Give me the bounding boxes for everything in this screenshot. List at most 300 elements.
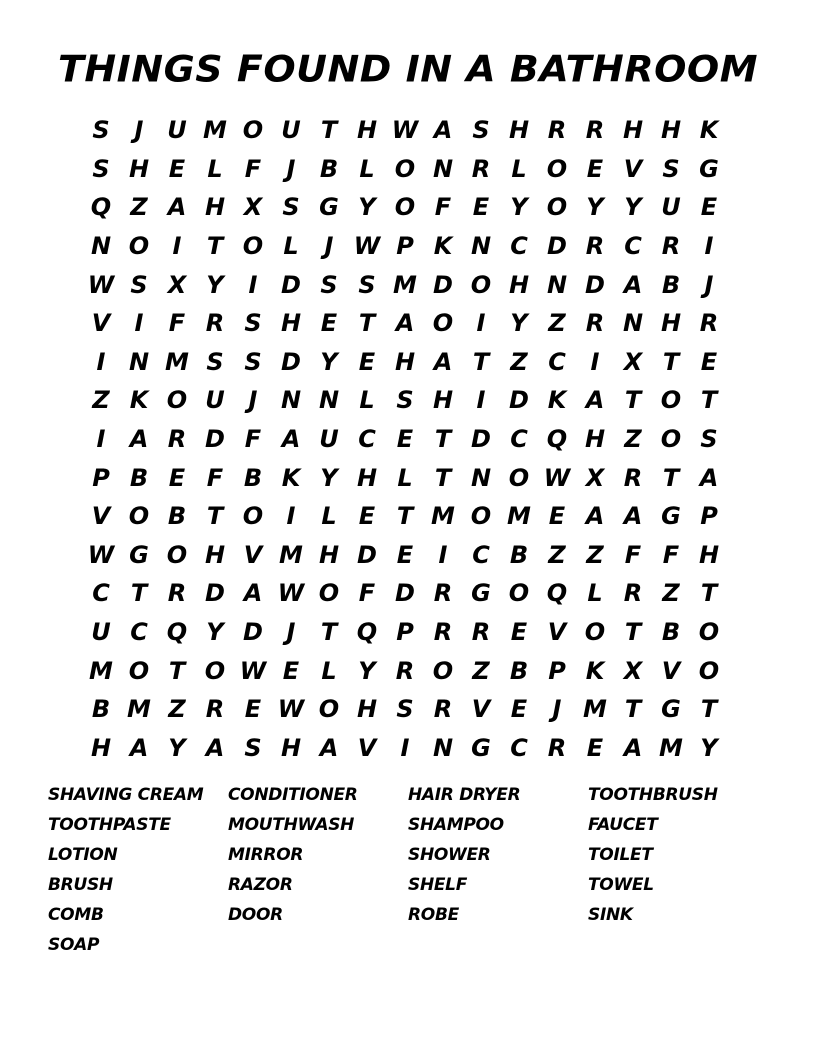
grid-letter: W — [277, 695, 305, 724]
grid-letter: Y — [586, 193, 604, 222]
grid-letter: T — [700, 386, 718, 415]
word-list-item: SHOWER — [408, 845, 491, 865]
grid-letter: T — [624, 695, 642, 724]
word-list-item: CONDITIONER — [228, 785, 358, 805]
grid-letter: U — [91, 618, 111, 647]
grid-letter: R — [585, 309, 605, 338]
grid-letter: H — [698, 540, 720, 569]
grid-letter: G — [471, 579, 491, 608]
grid-letter: D — [205, 425, 225, 454]
grid-letter: P — [700, 502, 718, 531]
grid-letter: Z — [92, 386, 110, 415]
word-list-item: HAIR DRYER — [408, 785, 521, 805]
grid-letter: U — [661, 193, 681, 222]
grid-letter: K — [699, 116, 719, 145]
grid-letter: E — [244, 695, 262, 724]
grid-letter: L — [207, 154, 223, 183]
grid-letter: E — [548, 502, 566, 531]
grid-letter: I — [248, 270, 258, 299]
grid-letter: Z — [510, 347, 528, 376]
grid-letter: B — [243, 463, 263, 492]
grid-letter: E — [700, 347, 718, 376]
grid-letter: A — [623, 733, 643, 762]
grid-letter: X — [623, 347, 643, 376]
grid-letter: H — [204, 193, 226, 222]
grid-letter: C — [510, 232, 528, 261]
grid-letter: O — [242, 232, 264, 261]
grid-letter: E — [586, 733, 604, 762]
grid-letter: H — [432, 386, 454, 415]
grid-letter: G — [319, 193, 339, 222]
grid-letter: R — [623, 579, 643, 608]
grid-letter: S — [244, 733, 262, 762]
grid-letter: W — [277, 579, 305, 608]
grid-letter: W — [543, 463, 571, 492]
word-list-item: FAUCET — [588, 815, 658, 835]
grid-letter: S — [358, 270, 376, 299]
grid-letter: E — [358, 502, 376, 531]
grid-letter: H — [280, 733, 302, 762]
grid-letter: E — [396, 540, 414, 569]
grid-letter: O — [508, 579, 530, 608]
grid-letter: E — [282, 656, 300, 685]
grid-letter: E — [320, 309, 338, 338]
grid-letter: L — [321, 502, 337, 531]
grid-letter: O — [128, 232, 150, 261]
grid-letter: R — [433, 618, 453, 647]
grid-letter: Z — [130, 193, 148, 222]
grid-letter: R — [433, 695, 453, 724]
grid-letter: T — [320, 618, 338, 647]
grid-letter: F — [244, 425, 262, 454]
letter-grid — [82, 111, 728, 767]
grid-letter: O — [128, 656, 150, 685]
grid-letter: C — [130, 618, 148, 647]
grid-letter: H — [394, 347, 416, 376]
grid-letter: B — [91, 695, 111, 724]
grid-letter: R — [167, 425, 187, 454]
grid-letter: D — [509, 386, 529, 415]
grid-letter: M — [393, 270, 417, 299]
grid-letter: Z — [472, 656, 490, 685]
grid-letter: G — [661, 695, 681, 724]
grid-letter: H — [356, 695, 378, 724]
grid-letter: I — [400, 733, 410, 762]
grid-letter: A — [395, 309, 415, 338]
grid-letter: L — [359, 154, 375, 183]
grid-letter: T — [472, 347, 490, 376]
grid-letter: A — [129, 425, 149, 454]
grid-letter: A — [699, 463, 719, 492]
grid-letter: M — [583, 695, 607, 724]
grid-letter: R — [395, 656, 415, 685]
grid-letter: T — [624, 386, 642, 415]
grid-letter: O — [432, 656, 454, 685]
grid-letter: T — [168, 656, 186, 685]
grid-letter: L — [397, 463, 413, 492]
grid-letter: A — [623, 270, 643, 299]
word-list-item: SINK — [588, 905, 633, 925]
grid-letter: G — [661, 502, 681, 531]
grid-letter: I — [172, 232, 182, 261]
grid-letter: A — [129, 733, 149, 762]
grid-letter: I — [96, 347, 106, 376]
grid-letter: Y — [624, 193, 642, 222]
grid-letter: T — [662, 463, 680, 492]
word-list-item: ROBE — [408, 905, 459, 925]
word-list-item: MOUTHWASH — [228, 815, 355, 835]
grid-letter: H — [584, 425, 606, 454]
grid-letter: Y — [168, 733, 186, 762]
grid-letter: A — [585, 502, 605, 531]
grid-letter: V — [623, 154, 643, 183]
grid-letter: L — [283, 232, 299, 261]
grid-letter: S — [700, 425, 718, 454]
grid-letter: A — [167, 193, 187, 222]
grid-letter: O — [128, 502, 150, 531]
grid-letter: Y — [206, 270, 224, 299]
grid-letter: N — [470, 232, 492, 261]
grid-letter: O — [318, 695, 340, 724]
grid-letter: A — [319, 733, 339, 762]
grid-letter: I — [704, 232, 714, 261]
grid-letter: J — [286, 154, 296, 183]
grid-letter: Z — [548, 309, 566, 338]
grid-letter: C — [548, 347, 566, 376]
grid-letter: Q — [546, 579, 568, 608]
grid-letter: K — [433, 232, 453, 261]
grid-letter: I — [590, 347, 600, 376]
grid-letter: D — [585, 270, 605, 299]
word-list-item: TOOTHPASTE — [48, 815, 171, 835]
grid-letter: N — [622, 309, 644, 338]
grid-letter: T — [624, 618, 642, 647]
grid-letter: E — [396, 425, 414, 454]
grid-letter: T — [700, 695, 718, 724]
grid-letter: V — [471, 695, 491, 724]
grid-letter: A — [433, 347, 453, 376]
grid-letter: J — [286, 618, 296, 647]
grid-letter: S — [92, 154, 110, 183]
grid-letter: M — [203, 116, 227, 145]
grid-letter: S — [130, 270, 148, 299]
grid-letter: A — [433, 116, 453, 145]
grid-letter: E — [510, 618, 528, 647]
grid-letter: E — [472, 193, 490, 222]
grid-letter: V — [91, 309, 111, 338]
grid-letter: U — [281, 116, 301, 145]
grid-letter: T — [434, 463, 452, 492]
grid-letter: B — [509, 656, 529, 685]
grid-letter: B — [319, 154, 339, 183]
grid-letter: P — [548, 656, 566, 685]
grid-letter: G — [699, 154, 719, 183]
grid-letter: O — [584, 618, 606, 647]
grid-letter: R — [547, 116, 567, 145]
grid-letter: R — [167, 579, 187, 608]
grid-letter: F — [168, 309, 186, 338]
grid-letter: R — [471, 618, 491, 647]
grid-letter: J — [324, 232, 334, 261]
grid-letter: P — [396, 232, 414, 261]
grid-letter: F — [358, 579, 376, 608]
grid-letter: J — [552, 695, 562, 724]
grid-letter: U — [205, 386, 225, 415]
grid-letter: F — [206, 463, 224, 492]
grid-letter: S — [92, 116, 110, 145]
grid-letter: W — [87, 270, 115, 299]
word-list-item: SHAVING CREAM — [48, 785, 204, 805]
grid-letter: J — [134, 116, 144, 145]
grid-letter: Y — [358, 193, 376, 222]
grid-letter: D — [281, 270, 301, 299]
grid-letter: D — [243, 618, 263, 647]
grid-letter: T — [320, 116, 338, 145]
grid-letter: S — [396, 386, 414, 415]
word-list-item: SHELF — [408, 875, 468, 895]
grid-letter: N — [432, 733, 454, 762]
grid-letter: H — [128, 154, 150, 183]
grid-letter: O — [470, 270, 492, 299]
grid-letter: Y — [320, 347, 338, 376]
grid-letter: O — [698, 656, 720, 685]
grid-letter: H — [318, 540, 340, 569]
word-list-item: COMB — [48, 905, 104, 925]
grid-letter: O — [432, 309, 454, 338]
grid-letter: M — [89, 656, 113, 685]
grid-letter: J — [704, 270, 714, 299]
grid-letter: M — [431, 502, 455, 531]
grid-letter: X — [167, 270, 187, 299]
grid-letter: T — [434, 425, 452, 454]
grid-letter: C — [510, 425, 528, 454]
grid-letter: V — [547, 618, 567, 647]
grid-letter: I — [476, 309, 486, 338]
grid-letter: Z — [662, 579, 680, 608]
grid-letter: Q — [356, 618, 378, 647]
grid-letter: C — [510, 733, 528, 762]
grid-letter: I — [286, 502, 296, 531]
grid-letter: G — [471, 733, 491, 762]
grid-letter: Y — [320, 463, 338, 492]
grid-letter: K — [585, 656, 605, 685]
grid-letter: A — [585, 386, 605, 415]
grid-letter: O — [470, 502, 492, 531]
grid-letter: E — [586, 154, 604, 183]
grid-letter: N — [318, 386, 340, 415]
grid-letter: E — [700, 193, 718, 222]
grid-letter: S — [320, 270, 338, 299]
grid-letter: M — [165, 347, 189, 376]
grid-letter: Y — [510, 193, 528, 222]
grid-letter: W — [391, 116, 419, 145]
grid-letter: Q — [546, 425, 568, 454]
grid-letter: W — [239, 656, 267, 685]
grid-letter: C — [92, 579, 110, 608]
grid-letter: Z — [624, 425, 642, 454]
grid-letter: A — [243, 579, 263, 608]
grid-letter: O — [394, 193, 416, 222]
grid-letter: D — [281, 347, 301, 376]
page-title: THINGS FOUND IN A BATHROOM — [57, 48, 759, 90]
grid-letter: S — [472, 116, 490, 145]
grid-letter: Y — [700, 733, 718, 762]
grid-letter: M — [279, 540, 303, 569]
word-list-item: BRUSH — [48, 875, 113, 895]
grid-letter: C — [358, 425, 376, 454]
grid-letter: R — [547, 733, 567, 762]
grid-letter: R — [623, 463, 643, 492]
grid-letter: R — [433, 579, 453, 608]
grid-letter: W — [87, 540, 115, 569]
word-list-item: SHAMPOO — [408, 815, 504, 835]
grid-letter: O — [546, 154, 568, 183]
grid-letter: T — [700, 579, 718, 608]
grid-letter: N — [128, 347, 150, 376]
grid-letter: H — [660, 309, 682, 338]
grid-letter: Y — [358, 656, 376, 685]
grid-letter: A — [623, 502, 643, 531]
grid-letter: T — [358, 309, 376, 338]
grid-letter: D — [205, 579, 225, 608]
grid-letter: H — [508, 116, 530, 145]
grid-letter: Z — [586, 540, 604, 569]
grid-letter: S — [244, 309, 262, 338]
grid-letter: E — [168, 463, 186, 492]
grid-letter: A — [205, 733, 225, 762]
grid-letter: F — [244, 154, 262, 183]
grid-letter: V — [91, 502, 111, 531]
grid-letter: T — [206, 232, 224, 261]
grid-letter: O — [204, 656, 226, 685]
grid-letter: M — [659, 733, 683, 762]
grid-letter: B — [661, 270, 681, 299]
grid-letter: U — [167, 116, 187, 145]
grid-letter: H — [90, 733, 112, 762]
grid-letter: T — [662, 347, 680, 376]
grid-letter: N — [432, 154, 454, 183]
grid-letter: I — [476, 386, 486, 415]
grid-letter: Q — [166, 618, 188, 647]
word-list-item: TOOTHBRUSH — [588, 785, 718, 805]
grid-letter: Y — [206, 618, 224, 647]
grid-letter: H — [508, 270, 530, 299]
grid-letter: N — [546, 270, 568, 299]
grid-letter: E — [510, 695, 528, 724]
grid-letter: R — [471, 154, 491, 183]
grid-letter: R — [205, 695, 225, 724]
grid-letter: E — [168, 154, 186, 183]
grid-letter: O — [166, 386, 188, 415]
grid-letter: K — [281, 463, 301, 492]
grid-letter: Z — [168, 695, 186, 724]
grid-letter: Y — [510, 309, 528, 338]
grid-letter: H — [356, 463, 378, 492]
grid-letter: Z — [548, 540, 566, 569]
grid-letter: D — [547, 232, 567, 261]
grid-letter: X — [623, 656, 643, 685]
grid-letter: S — [396, 695, 414, 724]
word-list-item: RAZOR — [228, 875, 293, 895]
grid-letter: M — [507, 502, 531, 531]
grid-letter: B — [661, 618, 681, 647]
word-list-item: DOOR — [228, 905, 283, 925]
grid-letter: H — [280, 309, 302, 338]
grid-letter: G — [129, 540, 149, 569]
grid-letter: T — [130, 579, 148, 608]
grid-letter: B — [167, 502, 187, 531]
grid-letter: O — [242, 116, 264, 145]
grid-letter: Q — [90, 193, 112, 222]
grid-letter: H — [204, 540, 226, 569]
grid-letter: B — [509, 540, 529, 569]
grid-letter: R — [585, 116, 605, 145]
grid-letter: C — [472, 540, 490, 569]
word-list-item: MIRROR — [228, 845, 304, 865]
grid-letter: R — [585, 232, 605, 261]
word-list-item: TOWEL — [588, 875, 654, 895]
grid-letter: O — [318, 579, 340, 608]
grid-letter: V — [357, 733, 377, 762]
grid-letter: B — [129, 463, 149, 492]
grid-letter: O — [546, 193, 568, 222]
grid-letter: F — [662, 540, 680, 569]
grid-letter: W — [353, 232, 381, 261]
grid-letter: K — [547, 386, 567, 415]
grid-letter: O — [698, 618, 720, 647]
grid-letter: D — [471, 425, 491, 454]
grid-letter: O — [660, 425, 682, 454]
grid-letter: L — [587, 579, 603, 608]
grid-letter: N — [470, 463, 492, 492]
grid-letter: N — [280, 386, 302, 415]
grid-letter: J — [248, 386, 258, 415]
grid-letter: N — [90, 232, 112, 261]
grid-letter: L — [321, 656, 337, 685]
grid-letter: K — [129, 386, 149, 415]
grid-letter: H — [622, 116, 644, 145]
grid-letter: L — [511, 154, 527, 183]
grid-letter: R — [699, 309, 719, 338]
grid-letter: S — [206, 347, 224, 376]
word-list-item: LOTION — [48, 845, 118, 865]
word-list — [48, 780, 768, 960]
grid-letter: H — [660, 116, 682, 145]
grid-letter: S — [244, 347, 262, 376]
grid-letter: S — [282, 193, 300, 222]
grid-letter: V — [243, 540, 263, 569]
grid-letter: V — [661, 656, 681, 685]
grid-letter: C — [624, 232, 642, 261]
grid-letter: O — [242, 502, 264, 531]
grid-letter: T — [206, 502, 224, 531]
grid-letter: I — [438, 540, 448, 569]
grid-letter: S — [662, 154, 680, 183]
grid-letter: T — [396, 502, 414, 531]
grid-letter: R — [205, 309, 225, 338]
grid-letter: D — [433, 270, 453, 299]
grid-letter: E — [358, 347, 376, 376]
grid-letter: A — [281, 425, 301, 454]
grid-letter: D — [395, 579, 415, 608]
grid-letter: D — [357, 540, 377, 569]
grid-letter: H — [356, 116, 378, 145]
grid-letter: U — [319, 425, 339, 454]
grid-letter: L — [359, 386, 375, 415]
grid-letter: P — [396, 618, 414, 647]
grid-letter: O — [166, 540, 188, 569]
grid-letter: P — [92, 463, 110, 492]
